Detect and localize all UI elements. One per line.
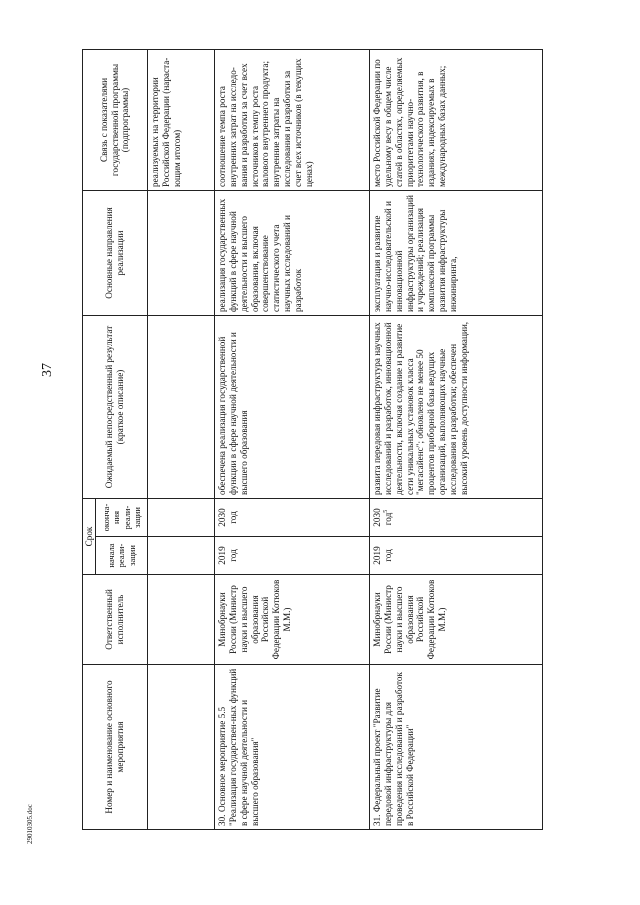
header-link: Связь с показателями государственной программы (подпрограммы) (83, 50, 148, 191)
header-start: начала реали-зации (96, 537, 148, 575)
row-end: 2030 год (215, 499, 370, 537)
row-name-cell (370, 665, 543, 830)
row-start: 2019 год (370, 537, 543, 575)
row-number: 31. (372, 814, 382, 826)
row-number: 30. (217, 814, 227, 826)
row-start: 2019 год (215, 537, 370, 575)
row-end-cell (370, 499, 543, 537)
row-result: обеспечена реализация государственной функции в сфере научной деятельности и высшего образования (215, 316, 370, 499)
activities-table (82, 49, 543, 830)
row-directions: реализация государственных функций в сфере научной деятельности и высшего образования, включая совершенствование статистического учета научных исследований и разработок (215, 191, 370, 316)
rotated-table-container (82, 50, 542, 830)
table-row (215, 50, 370, 830)
row-end: 2030 год (372, 508, 393, 527)
page-number: 37 (40, 363, 55, 377)
header-result: Ожидаемый непосредственный результат (краткое описание) (83, 316, 148, 499)
header-directions: Основные направления реализации (83, 191, 148, 316)
row-end-footnote: 5 (382, 509, 389, 513)
header-term: Срок (83, 499, 96, 575)
footer-file-code: 29010305.doc (26, 804, 34, 844)
table-header-row (83, 50, 96, 830)
row-name: Федеральный проект "Развитие передовой инфраструктуры для проведения исследований и разработок в Российской Федерации" (372, 672, 415, 826)
row-name: Основное мероприятие 5.5 "Реализация государствен-ных функций в сфере научной деятельности и высшего образования" (217, 668, 260, 826)
continuation-link-cell: реализуемых на территории Российской Федерации (нараста-ющим итогом) (148, 50, 215, 191)
row-link: соотношение темпа роста внутренних затрат на исследо-вания и разработки за счет всех источников к темпу роста валового внутреннего продукта; внутренние затраты на исследования и разработки за счет всех источников (в текущих ценах) (215, 50, 370, 191)
row-link: место Российской Федерации по удельному весу в общем числе статей в областях, определяемых приоритетами научно-технологического развития, в изданиях, индексируемых в международных базах данных; (370, 50, 543, 191)
row-result: развита передовая инфраструктура научных исследований и разработок, инновационной деятельности, включая создание и развитие сети уникальных установок класса "мегасайенс"; обновлено не менее 50 процентов приборной базы ведущих организаций, выполняющих научные исследования и разработки; обеспечен высокий уровень доступности информации, (370, 316, 543, 499)
continuation-row (148, 50, 215, 830)
row-name-cell (215, 665, 370, 830)
table-row (370, 50, 543, 830)
header-responsible: Ответственный исполнитель (83, 575, 148, 665)
row-responsible: Минобрнауки России (Министр науки и высшего образования Российской Федерации Котюков М.М.) (215, 575, 370, 665)
header-name: Номер и наименование основного мероприятия (83, 665, 148, 830)
header-end: оконча-ния реали-зации (96, 499, 148, 537)
row-directions: эксплуатация и развитие научно-исследовательской и инновационной инфраструктуры организаций и учреждений; реализация комплексной программы развития инфраструктуры инжиниринга, (370, 191, 543, 316)
row-responsible: Минобрнауки России (Министр науки и высшего образования Российской Федерации Котюков М.М.) (370, 575, 543, 665)
